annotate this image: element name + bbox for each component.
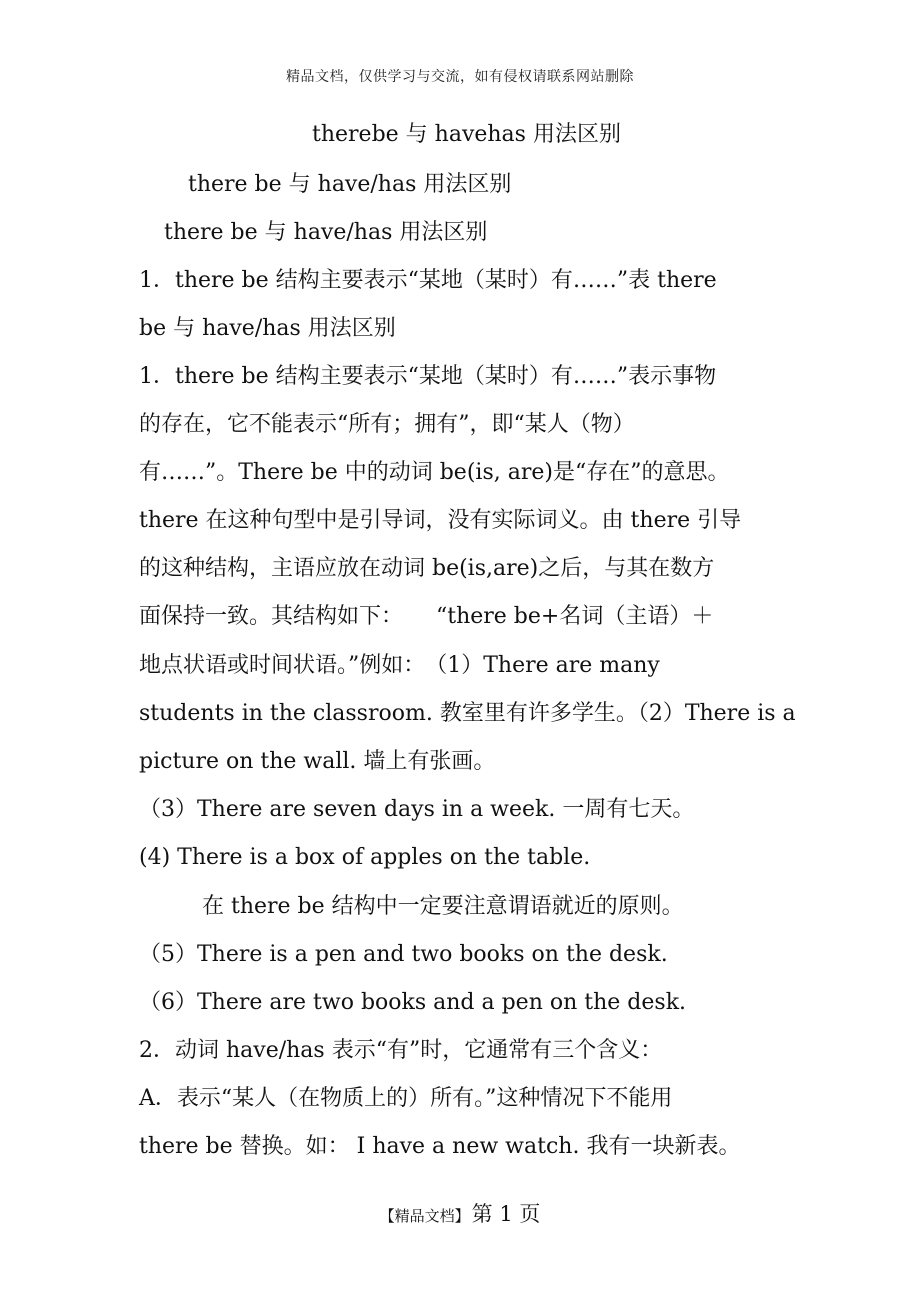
body-line: 有……”。There be 中的动词 be(is, are)是“存在”的意思。 — [139, 460, 730, 485]
example-line: （5）There is a pen and two books on the desk. — [139, 942, 668, 967]
subtitle-line: there be 与 have/has 用法区别 — [164, 220, 488, 245]
body-line: 的这种结构，主语应放在动词 be(is,are)之后，与其在数方 — [139, 556, 715, 581]
body-line: 的存在，它不能表示“所有；拥有”，即“某人（物） — [139, 412, 635, 437]
page-footer — [0, 1198, 920, 1228]
body-line: A．表示“某人（在物质上的）所有。”这种情况下不能用 — [139, 1086, 673, 1111]
body-line: be 与 have/has 用法区别 — [139, 316, 396, 341]
example-line: （3）There are seven days in a week. 一周有七天。 — [139, 797, 695, 822]
page-number: 第 1 页 — [471, 1202, 541, 1226]
body-line: 地点状语或时间状语。”例如： （1）There are many — [139, 653, 660, 678]
body-line: there be 替换。如： I have a new watch. 我有一块新表。 — [139, 1134, 741, 1159]
body-line: 1．there be 结构主要表示“某地（某时）有……”表 there — [139, 268, 717, 293]
footer-mark: 【精品文档】 — [379, 1207, 470, 1225]
doc-title: therebe 与 havehas 用法区别 — [312, 122, 621, 147]
example-line: (4) There is a box of apples on the table. — [139, 845, 591, 870]
body-line: 面保持一致。其结构如下： “there be+名词（主语）＋ — [139, 604, 714, 629]
subtitle-line: there be 与 have/has 用法区别 — [188, 172, 512, 197]
body-line: students in the classroom. 教室里有许多学生。（2）There is a — [139, 701, 796, 726]
note-line: 在 there be 结构中一定要注意谓语就近的原则。 — [202, 894, 684, 919]
body-line: 2．动词 have/has 表示“有”时，它通常有三个含义： — [139, 1038, 663, 1063]
body-line: there 在这种句型中是引导词，没有实际词义。由 there 引导 — [139, 508, 742, 533]
header-note: 精品文档，仅供学习与交流，如有侵权请联系网站删除 — [286, 69, 634, 85]
body-line: picture on the wall. 墙上有张画。 — [139, 749, 496, 774]
example-line: （6）There are two books and a pen on the desk. — [139, 990, 687, 1015]
body-line: 1．there be 结构主要表示“某地（某时）有……”表示事物 — [139, 364, 717, 389]
